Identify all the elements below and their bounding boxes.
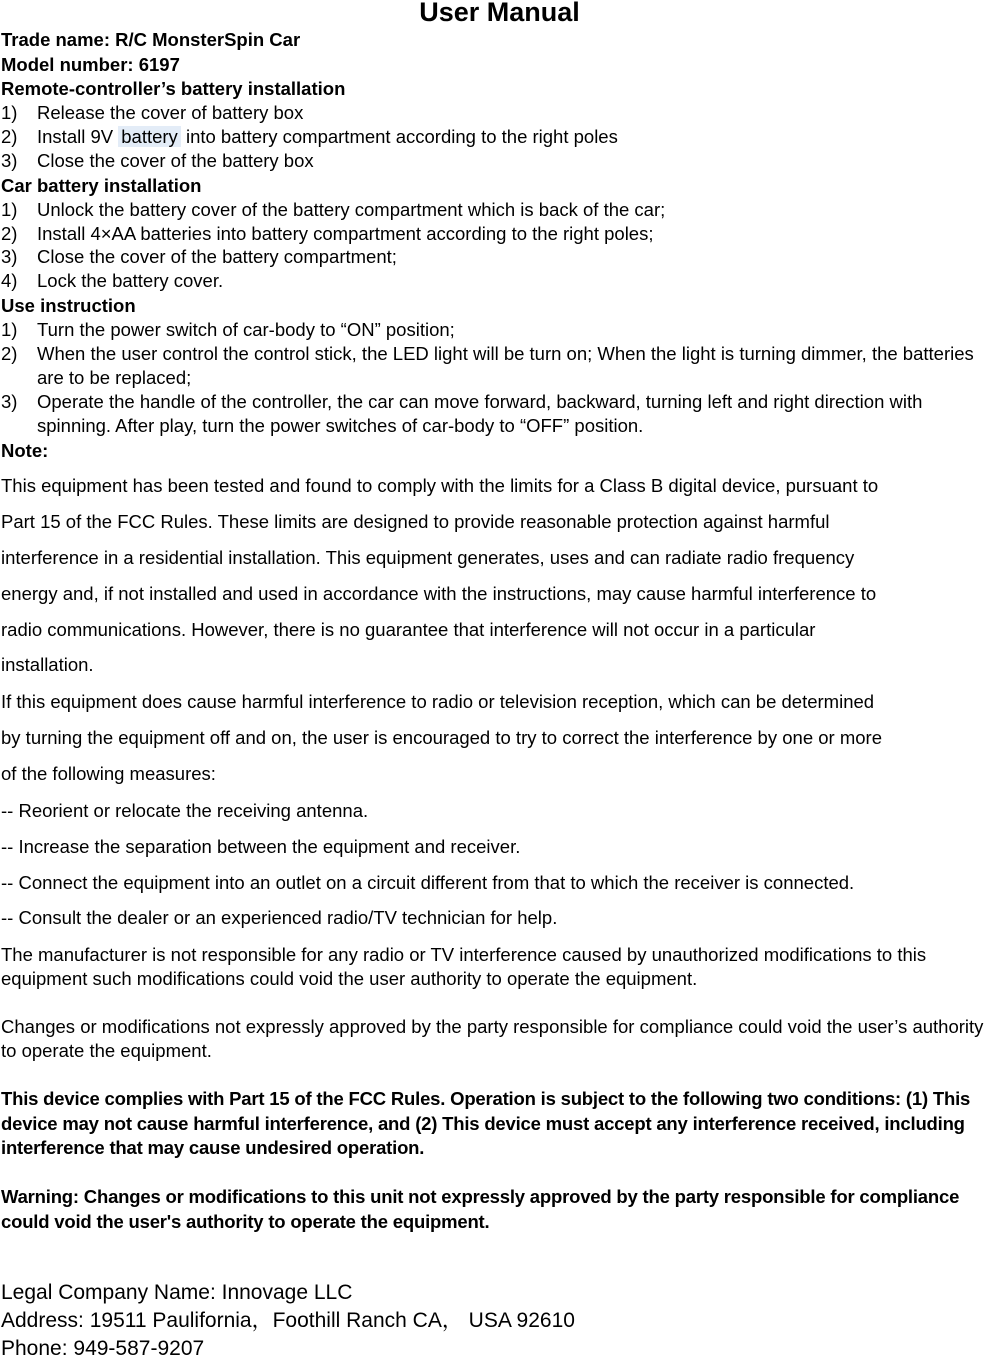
fcc-line: radio communications. However, there is no guarantee that interference will not occur in a particular — [1, 619, 816, 640]
fcc-line: This equipment has been tested and found to comply with the limits for a Class B digital device, pursuant to — [1, 475, 879, 496]
page-title: User Manual — [419, 0, 580, 27]
fcc-line: Part 15 of the FCC Rules. These limits are designed to provide reasonable protection against harmful — [1, 511, 830, 532]
fcc-line: interference in a residential installation. This equipment generates, uses and can radiate radio frequency — [1, 547, 855, 568]
changes-note: Changes or modifications not expressly approved by the party responsible for compliance could void the user’s authority to operate the equipment. — [1, 1016, 984, 1061]
fcc-line: If this equipment does cause harmful interference to radio or television reception, which can be determined — [1, 691, 875, 712]
list-item: 2) Install 9V battery into battery compartment according to the right poles — [1, 126, 618, 147]
list-item: 3) Operate the handle of the controller, the car can move forward, backward, turning left and right direction with spinning. After play, turn the power switches of car-body to “OFF” position. — [1, 391, 923, 436]
fcc-line: -- Reorient or relocate the receiving antenna. — [1, 800, 369, 821]
list-item: 2) When the user control the control stick, the LED light will be turn on; When the light is turning dimmer, the batteries are to be replaced; — [1, 343, 974, 388]
fcc-line: energy and, if not installed and used in accordance with the instructions, may cause harmful interference to — [1, 583, 877, 604]
trade-name: Trade name: R/C MonsterSpin Car — [1, 29, 301, 50]
fcc-line: installation. — [1, 654, 94, 675]
fcc-line: -- Connect the equipment into an outlet on a circuit different from that to which the receiver is connected. — [1, 872, 855, 893]
list-item: 1) Unlock the battery cover of the battery compartment which is back of the car; — [1, 199, 666, 220]
car-battery-heading: Car battery installation — [1, 175, 202, 196]
fcc-line: -- Consult the dealer or an experienced radio/TV technician for help. — [1, 907, 558, 928]
company-phone: Phone: 949-587-9207 — [1, 1337, 205, 1360]
compliance-statement: This device complies with Part 15 of the FCC Rules. Operation is subject to the following two conditions: (1) This device may not cause harmful interference, and (2) This device must accept any interference received, including interference that may cause undesired operation. — [1, 1088, 971, 1158]
warning-statement: Warning: Changes or modifications to this unit not expressly approved by the party responsible for compliance could void the user's authority to operate the equipment. — [1, 1186, 960, 1232]
list-item: 1) Turn the power switch of car-body to “ON” position; — [1, 319, 455, 340]
list-item: 4) Lock the battery cover. — [1, 270, 224, 291]
manufacturer-note: The manufacturer is not responsible for any radio or TV interference caused by unauthorized modifications to this equipment such modifications could void the user authority to operate the equipment. — [1, 944, 927, 989]
note-heading: Note: — [1, 440, 49, 461]
list-item: 2) Install 4×AA batteries into battery compartment according to the right poles; — [1, 223, 654, 244]
fcc-line: -- Increase the separation between the equipment and receiver. — [1, 836, 521, 857]
list-item: 1) Release the cover of battery box — [1, 102, 304, 123]
remote-battery-heading: Remote-controller’s battery installation — [1, 78, 346, 99]
list-item: 3) Close the cover of the battery box — [1, 150, 314, 171]
highlighted-word: battery — [118, 126, 181, 147]
use-instruction-heading: Use instruction — [1, 295, 136, 316]
list-item: 3) Close the cover of the battery compartment; — [1, 246, 397, 267]
company-address: Address: 19511 Paulifornia，Foothill Ranch CA， USA 92610 — [1, 1309, 575, 1332]
model-number: Model number: 6197 — [1, 54, 180, 75]
company-name: Legal Company Name: Innovage LLC — [1, 1281, 353, 1304]
fcc-line: of the following measures: — [1, 763, 216, 784]
fcc-line: by turning the equipment off and on, the user is encouraged to try to correct the interference by one or more — [1, 727, 882, 748]
